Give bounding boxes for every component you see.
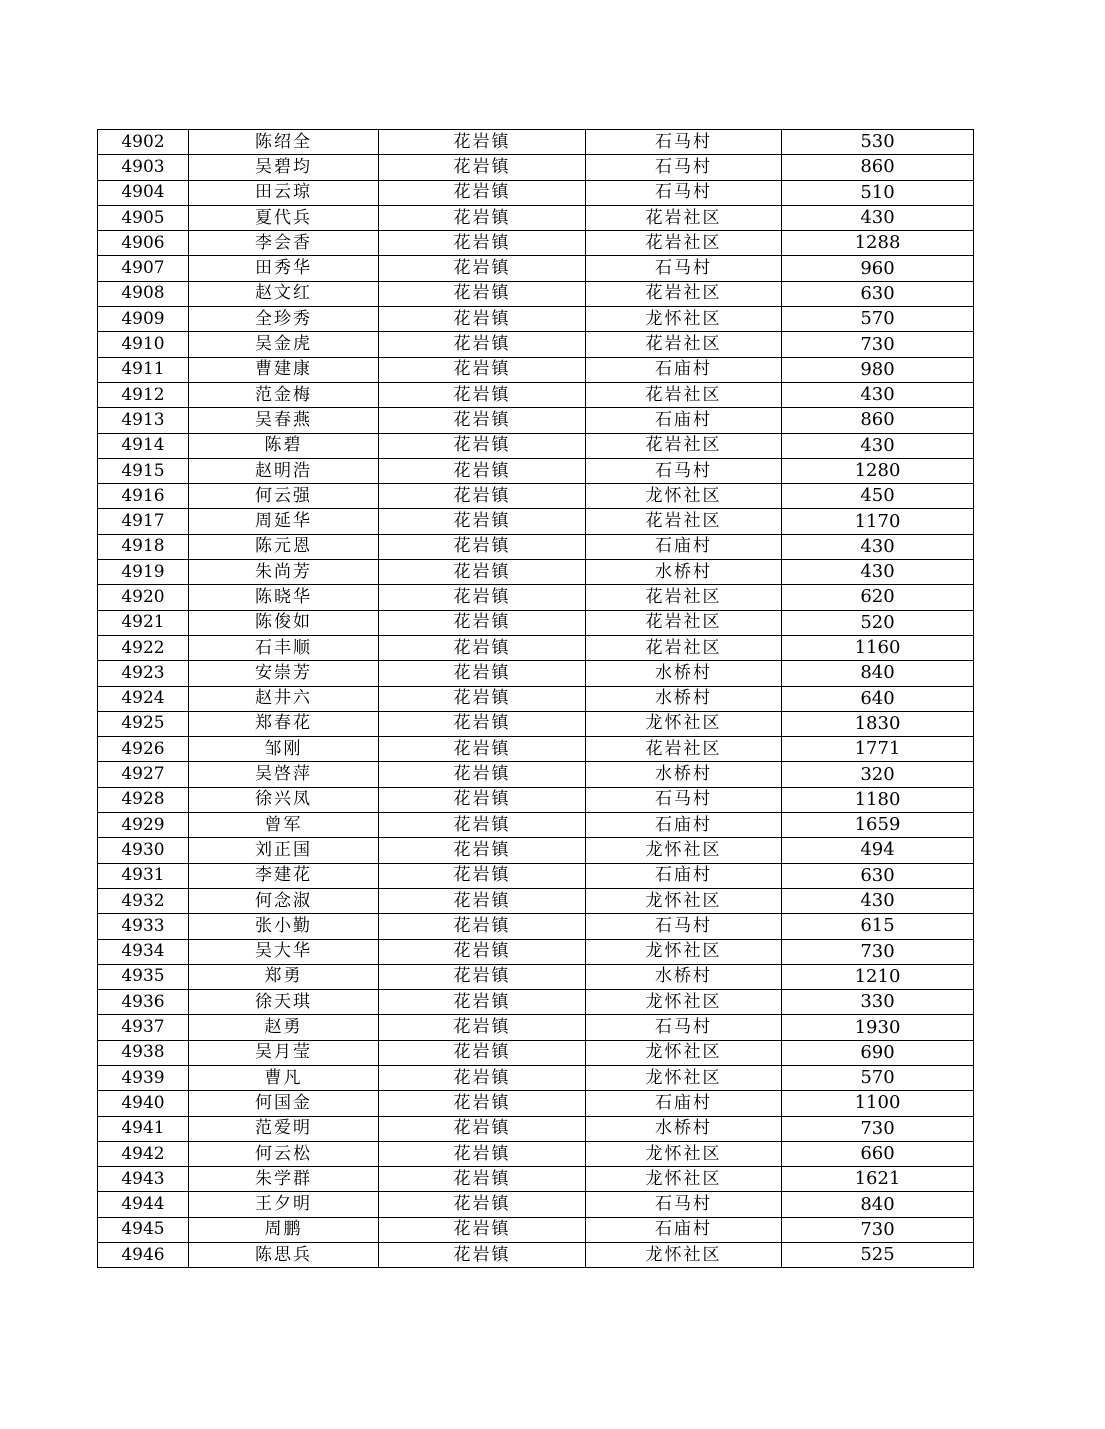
- table-row: [98, 534, 974, 559]
- serial-number-cell: 4944: [98, 1192, 189, 1217]
- name-cell: 刘正国: [189, 838, 379, 863]
- town-cell: 花岩镇: [379, 1065, 586, 1090]
- town-cell: 花岩镇: [379, 1015, 586, 1040]
- town-cell: 花岩镇: [379, 1192, 586, 1217]
- amount-cell: 840: [782, 1192, 974, 1217]
- village-cell: 石庙村: [586, 863, 782, 888]
- town-cell: 花岩镇: [379, 1116, 586, 1141]
- town-cell: 花岩镇: [379, 433, 586, 458]
- serial-number-cell: 4940: [98, 1091, 189, 1116]
- village-cell: 水桥村: [586, 661, 782, 686]
- amount-cell: 1771: [782, 737, 974, 762]
- name-cell: 吴碧均: [189, 155, 379, 180]
- name-cell: 赵明浩: [189, 458, 379, 483]
- serial-number-cell: 4906: [98, 231, 189, 256]
- name-cell: 全珍秀: [189, 307, 379, 332]
- amount-cell: 630: [782, 281, 974, 306]
- amount-cell: 860: [782, 155, 974, 180]
- name-cell: 夏代兵: [189, 205, 379, 230]
- village-cell: 龙怀社区: [586, 990, 782, 1015]
- serial-number-cell: 4916: [98, 484, 189, 509]
- serial-number-cell: 4913: [98, 408, 189, 433]
- name-cell: 陈俊如: [189, 610, 379, 635]
- name-cell: 安崇芳: [189, 661, 379, 686]
- village-cell: 水桥村: [586, 762, 782, 787]
- name-cell: 张小勤: [189, 914, 379, 939]
- town-cell: 花岩镇: [379, 408, 586, 433]
- amount-cell: 525: [782, 1243, 974, 1268]
- town-cell: 花岩镇: [379, 332, 586, 357]
- amount-cell: 430: [782, 382, 974, 407]
- table-row: [98, 484, 974, 509]
- table-row: [98, 205, 974, 230]
- name-cell: 曹凡: [189, 1065, 379, 1090]
- village-cell: 花岩社区: [586, 610, 782, 635]
- name-cell: 田云琼: [189, 180, 379, 205]
- name-cell: 李会香: [189, 231, 379, 256]
- serial-number-cell: 4917: [98, 509, 189, 534]
- amount-cell: 960: [782, 256, 974, 281]
- amount-cell: 615: [782, 914, 974, 939]
- village-cell: 石马村: [586, 155, 782, 180]
- name-cell: 王夕明: [189, 1192, 379, 1217]
- name-cell: 吴月莹: [189, 1040, 379, 1065]
- village-cell: 花岩社区: [586, 585, 782, 610]
- village-cell: 花岩社区: [586, 737, 782, 762]
- amount-cell: 980: [782, 357, 974, 382]
- amount-cell: 620: [782, 585, 974, 610]
- town-cell: 花岩镇: [379, 863, 586, 888]
- town-cell: 花岩镇: [379, 256, 586, 281]
- table-row: [98, 762, 974, 787]
- town-cell: 花岩镇: [379, 180, 586, 205]
- town-cell: 花岩镇: [379, 939, 586, 964]
- table-row: [98, 1217, 974, 1242]
- table-row: [98, 307, 974, 332]
- table-row: [98, 914, 974, 939]
- village-cell: 花岩社区: [586, 332, 782, 357]
- table-row: [98, 408, 974, 433]
- table-row: [98, 661, 974, 686]
- serial-number-cell: 4925: [98, 711, 189, 736]
- amount-cell: 320: [782, 762, 974, 787]
- table-row: [98, 737, 974, 762]
- town-cell: 花岩镇: [379, 585, 586, 610]
- amount-cell: 510: [782, 180, 974, 205]
- name-cell: 吴金虎: [189, 332, 379, 357]
- serial-number-cell: 4936: [98, 990, 189, 1015]
- serial-number-cell: 4935: [98, 964, 189, 989]
- table-row: [98, 433, 974, 458]
- table-row: [98, 1141, 974, 1166]
- town-cell: 花岩镇: [379, 1217, 586, 1242]
- serial-number-cell: 4909: [98, 307, 189, 332]
- serial-number-cell: 4923: [98, 661, 189, 686]
- serial-number-cell: 4939: [98, 1065, 189, 1090]
- serial-number-cell: 4903: [98, 155, 189, 180]
- table-row: [98, 1040, 974, 1065]
- name-cell: 何云强: [189, 484, 379, 509]
- amount-cell: 430: [782, 433, 974, 458]
- name-cell: 赵文红: [189, 281, 379, 306]
- village-cell: 石马村: [586, 1015, 782, 1040]
- table-row: [98, 180, 974, 205]
- table-row: [98, 1091, 974, 1116]
- village-cell: 石马村: [586, 130, 782, 155]
- serial-number-cell: 4908: [98, 281, 189, 306]
- town-cell: 花岩镇: [379, 737, 586, 762]
- serial-number-cell: 4926: [98, 737, 189, 762]
- village-cell: 石庙村: [586, 534, 782, 559]
- name-cell: 何国金: [189, 1091, 379, 1116]
- table-row: [98, 1167, 974, 1192]
- town-cell: 花岩镇: [379, 914, 586, 939]
- serial-number-cell: 4924: [98, 686, 189, 711]
- town-cell: 花岩镇: [379, 205, 586, 230]
- amount-cell: 570: [782, 1065, 974, 1090]
- serial-number-cell: 4905: [98, 205, 189, 230]
- serial-number-cell: 4920: [98, 585, 189, 610]
- table-row: [98, 990, 974, 1015]
- amount-cell: 520: [782, 610, 974, 635]
- name-cell: 何云松: [189, 1141, 379, 1166]
- table-row: [98, 256, 974, 281]
- table-row: [98, 1243, 974, 1268]
- table-row: [98, 1065, 974, 1090]
- village-cell: 水桥村: [586, 560, 782, 585]
- table-row: [98, 635, 974, 660]
- amount-cell: 430: [782, 205, 974, 230]
- village-cell: 花岩社区: [586, 205, 782, 230]
- town-cell: 花岩镇: [379, 888, 586, 913]
- serial-number-cell: 4919: [98, 560, 189, 585]
- name-cell: 曹建康: [189, 357, 379, 382]
- name-cell: 陈晓华: [189, 585, 379, 610]
- serial-number-cell: 4928: [98, 787, 189, 812]
- amount-cell: 1659: [782, 813, 974, 838]
- town-cell: 花岩镇: [379, 155, 586, 180]
- village-cell: 龙怀社区: [586, 307, 782, 332]
- amount-cell: 330: [782, 990, 974, 1015]
- serial-number-cell: 4932: [98, 888, 189, 913]
- village-cell: 花岩社区: [586, 635, 782, 660]
- amount-cell: 730: [782, 939, 974, 964]
- amount-cell: 730: [782, 332, 974, 357]
- name-cell: 陈碧: [189, 433, 379, 458]
- village-cell: 石马村: [586, 1192, 782, 1217]
- amount-cell: 1830: [782, 711, 974, 736]
- town-cell: 花岩镇: [379, 813, 586, 838]
- amount-cell: 1160: [782, 635, 974, 660]
- village-cell: 花岩社区: [586, 281, 782, 306]
- amount-cell: 570: [782, 307, 974, 332]
- village-cell: 龙怀社区: [586, 484, 782, 509]
- amount-cell: 430: [782, 888, 974, 913]
- village-cell: 龙怀社区: [586, 1167, 782, 1192]
- village-cell: 花岩社区: [586, 433, 782, 458]
- town-cell: 花岩镇: [379, 610, 586, 635]
- town-cell: 花岩镇: [379, 458, 586, 483]
- town-cell: 花岩镇: [379, 838, 586, 863]
- serial-number-cell: 4915: [98, 458, 189, 483]
- name-cell: 朱尚芳: [189, 560, 379, 585]
- village-cell: 石马村: [586, 256, 782, 281]
- amount-cell: 1621: [782, 1167, 974, 1192]
- serial-number-cell: 4914: [98, 433, 189, 458]
- table-row: [98, 458, 974, 483]
- amount-cell: 860: [782, 408, 974, 433]
- town-cell: 花岩镇: [379, 281, 586, 306]
- village-cell: 龙怀社区: [586, 1040, 782, 1065]
- village-cell: 龙怀社区: [586, 838, 782, 863]
- table-row: [98, 155, 974, 180]
- serial-number-cell: 4911: [98, 357, 189, 382]
- amount-cell: 1930: [782, 1015, 974, 1040]
- name-cell: 吴春燕: [189, 408, 379, 433]
- amount-cell: 840: [782, 661, 974, 686]
- table-row: [98, 686, 974, 711]
- name-cell: 曾军: [189, 813, 379, 838]
- table-row: [98, 863, 974, 888]
- table-row: [98, 888, 974, 913]
- town-cell: 花岩镇: [379, 130, 586, 155]
- name-cell: 郑勇: [189, 964, 379, 989]
- serial-number-cell: 4937: [98, 1015, 189, 1040]
- name-cell: 赵勇: [189, 1015, 379, 1040]
- town-cell: 花岩镇: [379, 534, 586, 559]
- village-cell: 石马村: [586, 180, 782, 205]
- name-cell: 徐天琪: [189, 990, 379, 1015]
- name-cell: 周延华: [189, 509, 379, 534]
- name-cell: 邹刚: [189, 737, 379, 762]
- town-cell: 花岩镇: [379, 357, 586, 382]
- town-cell: 花岩镇: [379, 382, 586, 407]
- serial-number-cell: 4902: [98, 130, 189, 155]
- name-cell: 范爱明: [189, 1116, 379, 1141]
- serial-number-cell: 4904: [98, 180, 189, 205]
- village-cell: 龙怀社区: [586, 1243, 782, 1268]
- name-cell: 范金梅: [189, 382, 379, 407]
- name-cell: 陈元恩: [189, 534, 379, 559]
- serial-number-cell: 4942: [98, 1141, 189, 1166]
- name-cell: 吴啓萍: [189, 762, 379, 787]
- town-cell: 花岩镇: [379, 1040, 586, 1065]
- town-cell: 花岩镇: [379, 231, 586, 256]
- village-cell: 石庙村: [586, 357, 782, 382]
- table-row: [98, 560, 974, 585]
- serial-number-cell: 4945: [98, 1217, 189, 1242]
- table-row: [98, 585, 974, 610]
- table-row: [98, 130, 974, 155]
- name-cell: 陈绍全: [189, 130, 379, 155]
- village-cell: 石庙村: [586, 813, 782, 838]
- serial-number-cell: 4918: [98, 534, 189, 559]
- village-cell: 石马村: [586, 914, 782, 939]
- town-cell: 花岩镇: [379, 686, 586, 711]
- amount-cell: 430: [782, 560, 974, 585]
- amount-cell: 430: [782, 534, 974, 559]
- table-row: [98, 1015, 974, 1040]
- amount-cell: 640: [782, 686, 974, 711]
- amount-cell: 530: [782, 130, 974, 155]
- amount-cell: 450: [782, 484, 974, 509]
- table-row: [98, 711, 974, 736]
- village-cell: 石庙村: [586, 1091, 782, 1116]
- serial-number-cell: 4922: [98, 635, 189, 660]
- town-cell: 花岩镇: [379, 635, 586, 660]
- roster-table-body: [98, 130, 974, 1268]
- roster-table: [97, 129, 974, 1268]
- name-cell: 周鹏: [189, 1217, 379, 1242]
- village-cell: 水桥村: [586, 1116, 782, 1141]
- town-cell: 花岩镇: [379, 509, 586, 534]
- village-cell: 花岩社区: [586, 509, 782, 534]
- table-row: [98, 838, 974, 863]
- amount-cell: 494: [782, 838, 974, 863]
- table-row: [98, 382, 974, 407]
- amount-cell: 630: [782, 863, 974, 888]
- village-cell: 花岩社区: [586, 231, 782, 256]
- name-cell: 陈思兵: [189, 1243, 379, 1268]
- table-row: [98, 813, 974, 838]
- town-cell: 花岩镇: [379, 307, 586, 332]
- serial-number-cell: 4927: [98, 762, 189, 787]
- town-cell: 花岩镇: [379, 787, 586, 812]
- village-cell: 石马村: [586, 787, 782, 812]
- serial-number-cell: 4907: [98, 256, 189, 281]
- village-cell: 花岩社区: [586, 382, 782, 407]
- village-cell: 石马村: [586, 458, 782, 483]
- town-cell: 花岩镇: [379, 1091, 586, 1116]
- serial-number-cell: 4938: [98, 1040, 189, 1065]
- table-row: [98, 231, 974, 256]
- town-cell: 花岩镇: [379, 1141, 586, 1166]
- amount-cell: 1100: [782, 1091, 974, 1116]
- amount-cell: 660: [782, 1141, 974, 1166]
- village-cell: 龙怀社区: [586, 888, 782, 913]
- town-cell: 花岩镇: [379, 1243, 586, 1268]
- serial-number-cell: 4930: [98, 838, 189, 863]
- name-cell: 石丰顺: [189, 635, 379, 660]
- table-row: [98, 1192, 974, 1217]
- serial-number-cell: 4946: [98, 1243, 189, 1268]
- name-cell: 田秀华: [189, 256, 379, 281]
- serial-number-cell: 4943: [98, 1167, 189, 1192]
- table-row: [98, 610, 974, 635]
- village-cell: 龙怀社区: [586, 939, 782, 964]
- name-cell: 李建花: [189, 863, 379, 888]
- village-cell: 石庙村: [586, 408, 782, 433]
- village-cell: 水桥村: [586, 964, 782, 989]
- town-cell: 花岩镇: [379, 661, 586, 686]
- amount-cell: 1170: [782, 509, 974, 534]
- town-cell: 花岩镇: [379, 1167, 586, 1192]
- serial-number-cell: 4934: [98, 939, 189, 964]
- amount-cell: 1180: [782, 787, 974, 812]
- town-cell: 花岩镇: [379, 762, 586, 787]
- town-cell: 花岩镇: [379, 711, 586, 736]
- serial-number-cell: 4929: [98, 813, 189, 838]
- serial-number-cell: 4931: [98, 863, 189, 888]
- name-cell: 何念淑: [189, 888, 379, 913]
- amount-cell: 1280: [782, 458, 974, 483]
- name-cell: 徐兴凤: [189, 787, 379, 812]
- serial-number-cell: 4933: [98, 914, 189, 939]
- table-row: [98, 332, 974, 357]
- name-cell: 赵井六: [189, 686, 379, 711]
- name-cell: 郑春花: [189, 711, 379, 736]
- village-cell: 龙怀社区: [586, 711, 782, 736]
- town-cell: 花岩镇: [379, 964, 586, 989]
- amount-cell: 690: [782, 1040, 974, 1065]
- serial-number-cell: 4921: [98, 610, 189, 635]
- amount-cell: 730: [782, 1217, 974, 1242]
- village-cell: 石庙村: [586, 1217, 782, 1242]
- table-row: [98, 357, 974, 382]
- amount-cell: 1288: [782, 231, 974, 256]
- village-cell: 水桥村: [586, 686, 782, 711]
- serial-number-cell: 4910: [98, 332, 189, 357]
- town-cell: 花岩镇: [379, 560, 586, 585]
- table-row: [98, 939, 974, 964]
- amount-cell: 730: [782, 1116, 974, 1141]
- town-cell: 花岩镇: [379, 990, 586, 1015]
- village-cell: 龙怀社区: [586, 1065, 782, 1090]
- name-cell: 朱学群: [189, 1167, 379, 1192]
- table-row: [98, 509, 974, 534]
- serial-number-cell: 4941: [98, 1116, 189, 1141]
- table-row: [98, 281, 974, 306]
- village-cell: 龙怀社区: [586, 1141, 782, 1166]
- document-page: [97, 129, 973, 1268]
- table-row: [98, 964, 974, 989]
- table-row: [98, 1116, 974, 1141]
- name-cell: 吴大华: [189, 939, 379, 964]
- serial-number-cell: 4912: [98, 382, 189, 407]
- town-cell: 花岩镇: [379, 484, 586, 509]
- amount-cell: 1210: [782, 964, 974, 989]
- table-row: [98, 787, 974, 812]
